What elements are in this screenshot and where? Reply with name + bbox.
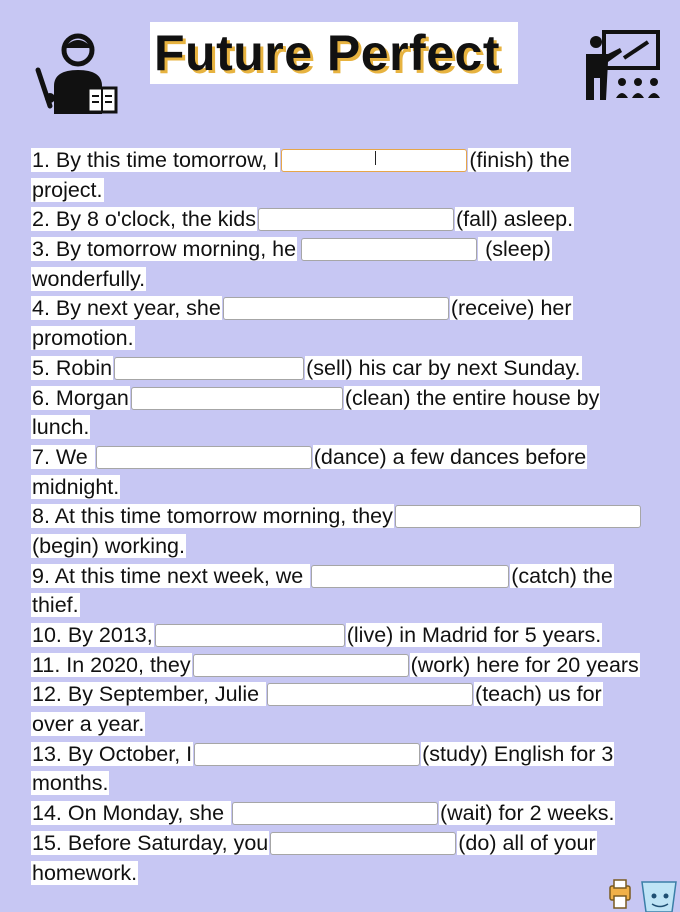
tool-icon[interactable] [642,882,676,912]
page-title: Future Perfect [154,25,500,81]
item-4-continuation: promotion. [32,326,134,351]
item-4-before: 4. By next year, she [32,296,221,321]
item-13-continuation: months. [32,771,109,796]
item-1 [31,146,680,205]
answer-input-14[interactable] [232,802,438,825]
answer-input-15[interactable] [270,832,456,855]
answer-input-7[interactable] [96,446,312,469]
item-2-after: (fall) asleep. [456,207,574,232]
item-10-before: 10. By 2013, [32,623,153,647]
item-14 [31,799,680,829]
item-12-after: (teach) us for [475,682,602,707]
answer-input-5[interactable] [114,357,304,380]
item-13 [31,740,680,799]
item-2 [31,205,680,235]
answer-input-11[interactable] [193,654,409,677]
item-9-before: 9. At this time next week, we [32,563,310,588]
item-1-continuation: project. [32,177,103,202]
item-2-before: 2. By 8 o'clock, the kids [32,207,256,232]
item-3-after: (sleep) [479,237,551,262]
item-12 [31,680,680,739]
item-7-continuation: midnight. [32,474,120,499]
answer-input-10[interactable] [155,624,345,647]
answer-input-12[interactable] [267,683,473,706]
answer-input-13[interactable] [194,743,420,766]
item-14-after: (wait) for 2 weeks. [440,801,615,826]
item-11-before: 11. In 2020, they [32,652,191,677]
item-9 [31,562,680,621]
item-9-continuation: thief. [32,593,79,618]
item-14-before: 14. On Monday, she [32,801,230,826]
item-11-after: (work) here for 20 years [410,652,639,677]
item-8 [31,502,680,561]
item-6-before: 6. Morgan [32,385,129,410]
item-1-after: (finish) the [469,148,570,172]
item-8-before: 8. At this time tomorrow morning, they [32,504,393,529]
answer-input-8[interactable] [395,505,641,528]
item-7 [31,443,680,502]
answer-input-1[interactable] [281,149,467,172]
item-5-after: (sell) his car by next Sunday. [306,355,581,380]
item-4 [31,294,680,353]
item-13-before: 13. By October, I [32,741,193,766]
item-15 [31,829,680,888]
answer-input-9[interactable] [311,565,509,588]
item-10 [31,621,680,651]
text-caret [375,151,376,165]
answer-input-4[interactable] [223,297,449,320]
item-7-after: (dance) a few dances before [313,444,587,469]
item-15-before: 15. Before Saturday, you [32,830,269,855]
item-11 [31,651,680,681]
item-5-before: 5. Robin [32,355,113,380]
item-12-continuation: over a year. [32,712,145,737]
corner-tools [606,878,680,912]
item-5 [31,354,680,384]
answer-input-6[interactable] [131,387,343,410]
answer-input-3[interactable] [301,238,477,261]
item-1-before: 1. By this time tomorrow, I [32,148,280,172]
teacher-with-book-icon [30,30,120,116]
item-6-after: (clean) the entire house by [344,385,600,410]
item-15-continuation: homework. [32,860,138,885]
item-4-after: (receive) her [450,296,572,321]
item-3 [31,235,680,294]
item-3-before: 3. By tomorrow morning, he [32,237,297,262]
answer-input-2[interactable] [258,208,454,231]
item-12-before: 12. By September, Julie [32,682,266,707]
item-15-after: (do) all of your [458,830,596,855]
item-8-continuation: (begin) working. [32,533,185,558]
item-13-after: (study) English for 3 [422,741,614,766]
item-6 [31,384,680,443]
teacher-presentation-icon [576,28,668,106]
item-9-after: (catch) the [511,563,613,588]
exercise-list [31,146,680,888]
item-7-before: 7. We [32,444,94,469]
printer-icon[interactable] [610,880,630,908]
item-10-after: (live) in Madrid for 5 years. [346,623,602,647]
item-3-continuation: wonderfully. [32,266,146,291]
item-6-continuation: lunch. [32,415,90,440]
